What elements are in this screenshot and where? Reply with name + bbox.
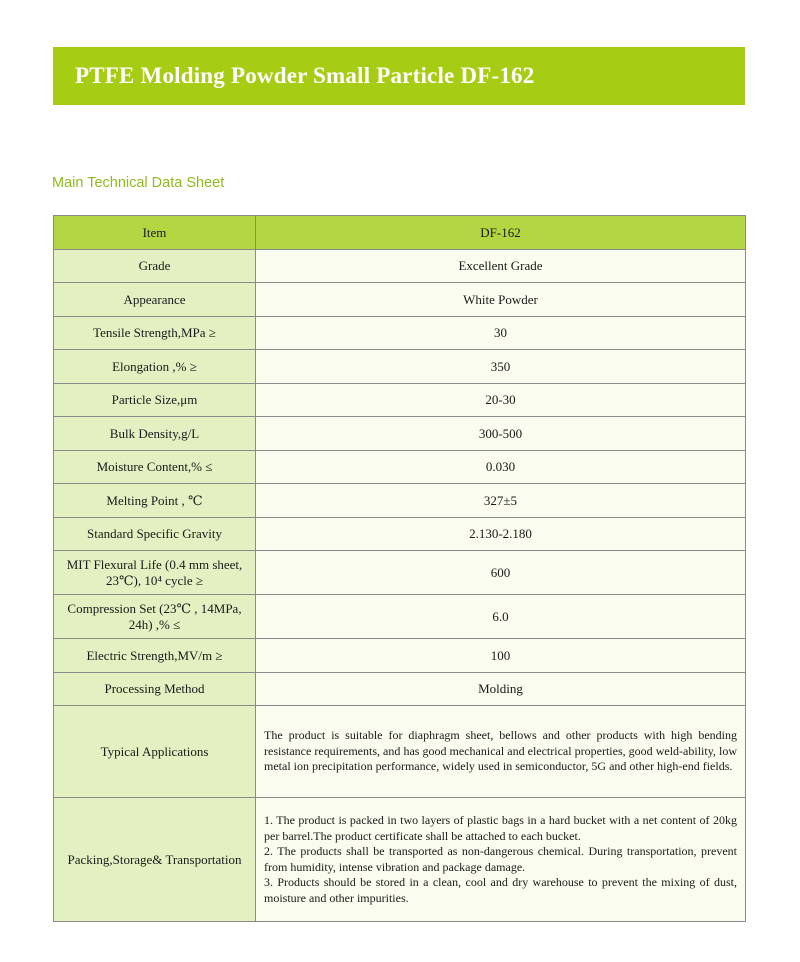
row-label: MIT Flexural Life (0.4 mm sheet, 23℃), 10⁴ cycle ≥ [54,551,256,595]
row-label: Particle Size,μm [54,384,256,417]
row-value: Molding [256,673,746,706]
table-row [54,595,746,639]
row-label: Moisture Content,% ≤ [54,451,256,484]
packing-line: 1. The product is packed in two layers of plastic bags in a hard bucket with a net content of 20kg per barrel.The product certificate shall be attached to each bucket. [264,813,737,843]
row-value: 6.0 [256,595,746,639]
row-value: White Powder [256,283,746,317]
section-title: Main Technical Data Sheet [52,175,225,191]
row-label: Tensile Strength,MPa ≥ [54,317,256,350]
table-row [54,551,746,595]
row-label: Grade [54,250,256,283]
table-row-applications [54,706,746,798]
row-label: Elongation ,% ≥ [54,350,256,384]
table-header-row [54,216,746,250]
row-label: Compression Set (23℃ , 14MPa, 24h) ,% ≤ [54,595,256,639]
table-row [54,673,746,706]
row-value: 2.130-2.180 [256,518,746,551]
table-row [54,283,746,317]
row-value: Excellent Grade [256,250,746,283]
technical-data-table [53,215,746,922]
row-label: Electric Strength,MV/m ≥ [54,639,256,673]
packing-label: Packing,Storage& Transportation [54,798,256,922]
row-label: Melting Point , ℃ [54,484,256,518]
row-label: Processing Method [54,673,256,706]
table-row-packing [54,798,746,922]
row-value: 30 [256,317,746,350]
column-header-value: DF-162 [256,216,746,250]
row-value: 20-30 [256,384,746,417]
row-label: Standard Specific Gravity [54,518,256,551]
table-row [54,250,746,283]
row-value: 0.030 [256,451,746,484]
table-row [54,317,746,350]
table-row [54,518,746,551]
table-row [54,350,746,384]
applications-text: The product is suitable for diaphragm sheet, bellows and other products with high bending resistance requirements, and has good mechanical and electrical properties, good weld-ability, low metal ion precipitation performance, widely used in semiconductor, 5G and other high-end fields. [256,706,746,798]
column-header-item: Item [54,216,256,250]
row-value: 600 [256,551,746,595]
packing-line: 3. Products should be stored in a clean, cool and dry warehouse to prevent the mixing of dust, moisture and other impurities. [264,875,737,905]
table-row [54,451,746,484]
row-label: Bulk Density,g/L [54,417,256,451]
page-title: PTFE Molding Powder Small Particle DF-162 [75,63,535,88]
row-value: 327±5 [256,484,746,518]
applications-label: Typical Applications [54,706,256,798]
packing-text [256,798,746,922]
table-row [54,484,746,518]
packing-line: 2. The products shall be transported as non-dangerous chemical. During transportation, prevent from humidity, intense vibration and package damage. [264,844,737,874]
table-row [54,417,746,451]
row-label: Appearance [54,283,256,317]
table-row [54,384,746,417]
row-value: 350 [256,350,746,384]
title-banner [53,47,745,105]
table-row [54,639,746,673]
row-value: 300-500 [256,417,746,451]
row-value: 100 [256,639,746,673]
